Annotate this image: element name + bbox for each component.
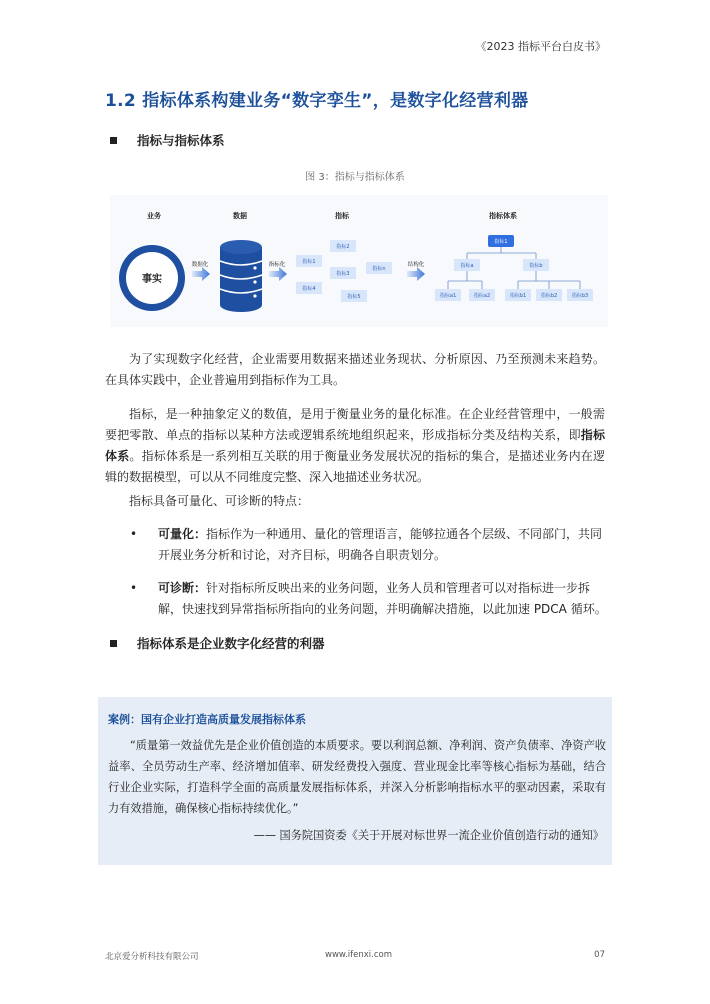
fact-circle: [119, 245, 185, 311]
page-number: 07: [594, 950, 605, 960]
tree-node-b3-label: 指标b3: [571, 293, 589, 299]
bullet-dot-icon: •: [130, 581, 138, 595]
database-icon: [220, 240, 262, 312]
tree-node-a2-label: 指标a2: [473, 293, 491, 299]
square-bullet-icon: [110, 640, 117, 647]
bullet-text: 指标作为一种通用、量化的管理语言，能够拉通各个层级、不同部门，共同开展业务分析和讨论，对齐目标，明确各自职责划分。: [158, 527, 603, 562]
fact-label: 事实: [142, 274, 162, 285]
subsection-heading: [110, 634, 325, 652]
metric-label-3: 指标3: [336, 271, 350, 277]
arrow-digitize-icon: [192, 267, 210, 281]
bullet-dot-icon: •: [130, 527, 138, 541]
bullet-text: 针对指标所反映出来的业务问题，业务人员和管理者可以对指标进一步拆解，快速找到异常指标所指向的业务问题，并明确解决措施，以此加速 PDCA 循环。: [158, 581, 607, 616]
document-title: 《2023 指标平台白皮书》: [475, 40, 606, 53]
figure-caption: 图 3：指标与指标体系: [305, 172, 405, 183]
arrow-digitize-label: 数据化: [191, 262, 209, 268]
metric-label-2: 指标2: [336, 244, 350, 250]
case-study-box: [98, 697, 612, 865]
footer-company: 北京爱分析科技有限公司: [105, 952, 199, 962]
body-paragraph-2: [105, 404, 605, 488]
bullet-head: 可量化：: [158, 527, 207, 541]
square-bullet-icon: [110, 137, 117, 144]
col-business-label: 业务: [147, 212, 161, 220]
case-title: 案例：国有企业打造高质量发展指标体系: [108, 713, 306, 726]
col-data-label: 数据: [233, 212, 247, 220]
col-system-label: 指标体系: [489, 212, 517, 220]
tree-node-a-label: 指标a: [460, 263, 474, 269]
metric-label-5: 指标5: [347, 294, 361, 300]
col-metric-label: 指标: [335, 212, 349, 220]
subsection-heading: [110, 131, 225, 149]
tree-node-b-label: 指标b: [529, 263, 543, 269]
bullet-item-diagnosable: [130, 578, 608, 620]
arrow-metricize-label: 指标化: [268, 262, 286, 268]
section-title: 1.2 指标体系构建业务“数字孪生”，是数字化经营利器: [105, 91, 529, 111]
arrow-structure-label: 结构化: [407, 262, 425, 268]
metric-system-term: 指标体系: [105, 428, 605, 463]
case-source: —— 国务院国资委《关于开展对标世界一流企业价值创造行动的通知》: [253, 829, 604, 842]
tree-node-b1-label: 指标b1: [509, 293, 527, 299]
arrow-structure-icon: [407, 267, 425, 281]
metric-label-1: 指标1: [302, 259, 316, 265]
paragraph-text-b: 。指标体系是一系列相互关联的用于衡量业务发展状况的指标的集合，是描述业务内在逻辑的数据模型，可以从不同维度完整、深入地描述业务状况。: [105, 449, 605, 484]
tree-node-a1-label: 指标a1: [439, 293, 457, 299]
body-paragraph-1: [105, 349, 605, 391]
subsection-heading-text: 指标体系是企业数字化经营的利器: [137, 636, 325, 651]
footer-website: www.ifenxi.com: [325, 950, 392, 960]
subsection-heading-text: 指标与指标体系: [137, 133, 225, 148]
metric-label-n: 指标n: [372, 266, 386, 272]
tree-root-label: 指标1: [494, 239, 508, 245]
metric-system-diagram: [110, 195, 608, 327]
bullet-item-quantifiable: [130, 524, 608, 566]
case-quote: “质量第一效益优先是企业价值创造的本质要求。要以利润总额、净利润、资产负债率、净资产收益率、全员劳动生产率、经济增加值率、研发经费投入强度、营业现金比率等核心指标为基础，结合行业企业实际，打造科学全面的高质量发展指标体系，并深入分析影响指标水平的驱动因素，采取有力有效措施，确保核心指标持续优化。”: [108, 739, 606, 815]
metric-label-4: 指标4: [302, 286, 316, 292]
body-paragraph-3: [105, 491, 605, 512]
paragraph-text: 为了实现数字化经营，企业需要用数据来描述业务现状、分析原因、乃至预测未来趋势。在具体实践中，企业普遍用到指标作为工具。: [105, 352, 605, 387]
tree-node-b2-label: 指标b2: [540, 293, 558, 299]
arrow-metricize-icon: [269, 267, 287, 281]
bullet-head: 可诊断：: [158, 581, 207, 595]
paragraph-text-a: 指标，是一种抽象定义的数值，是用于衡量业务的量化标准。在企业经营管理中，一般需要把零散、单点的指标以某种方法或逻辑系统地组织起来，形成指标分类及结构关系，即: [105, 407, 605, 442]
paragraph-text: 指标具备可量化、可诊断的特点：: [129, 494, 310, 508]
